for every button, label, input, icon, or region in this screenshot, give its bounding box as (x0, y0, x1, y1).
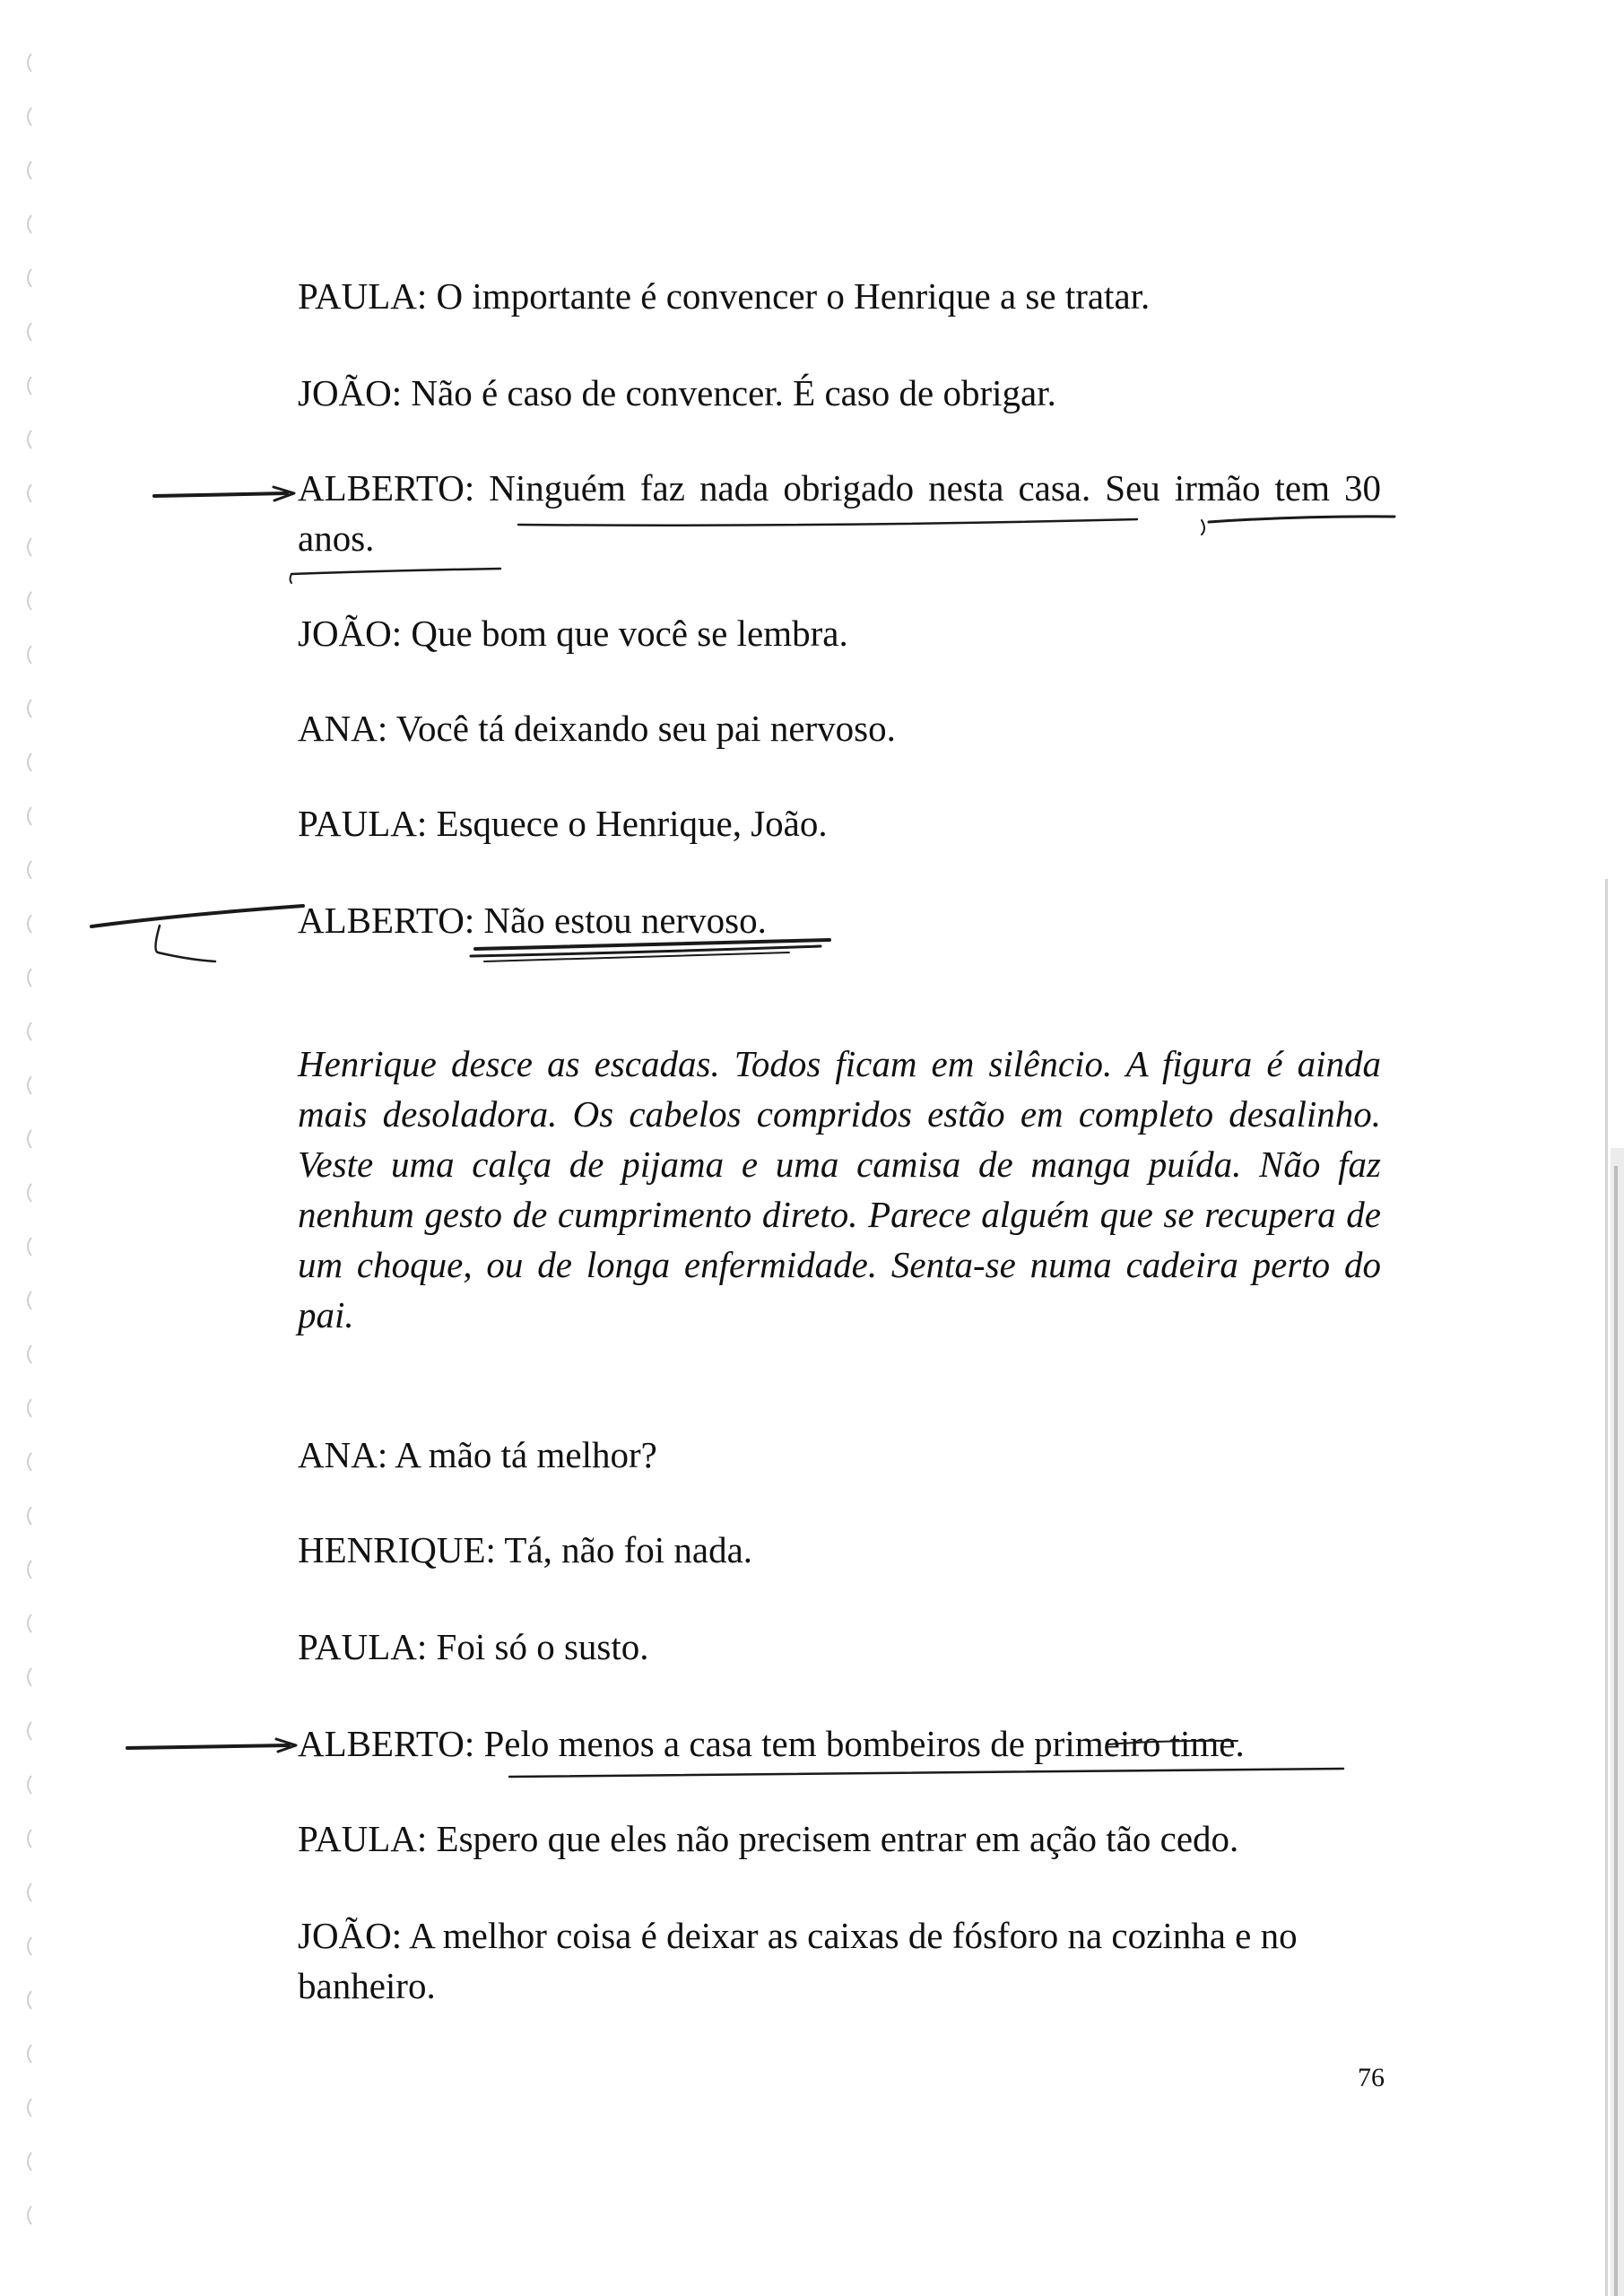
dialogue-line: ANA: A mão tá melhor? (298, 1434, 657, 1475)
underline-mark (509, 1769, 1343, 1777)
dialogue-line: HENRIQUE: Tá, não foi nada. (298, 1529, 753, 1570)
dialogue-line: PAULA: Esquece o Henrique, João. (298, 803, 828, 844)
dialogue-line: JOÃO: Que bom que você se lembra. (298, 613, 848, 654)
scan-edge-strip (1605, 879, 1624, 2296)
dialogue-line: JOÃO: Não é caso de convencer. É caso de obrigar. (298, 372, 1056, 413)
dialogue-line: PAULA: Espero que eles não precisem entrar em ação tão cedo. (298, 1818, 1239, 1859)
dialogue-line: ALBERTO: Pelo menos a casa tem bombeiros de primeiro time. (298, 1723, 1245, 1764)
arrow-mark (91, 906, 303, 926)
stage-direction: Henrique desce as escadas. Todos ficam em silêncio. A figura é ainda mais desoladora. Os cabelos compridos estão em completo desalinho. Veste uma calça de pijama e uma camisa de manga puída. Não faz nenhum gesto de cumprimento direto. Parece alguém que se recupera de um choque, ou de longa enfermidade. Senta-se numa cadeira perto do pai. (298, 1043, 1381, 1335)
dialogue-line: PAULA: Foi só o susto. (298, 1626, 649, 1667)
underline-mark (291, 569, 500, 574)
arrow-mark (154, 493, 287, 496)
page-number: 76 (1358, 2063, 1385, 2092)
dialogue-line: ALBERTO: Ninguém faz nada obrigado nesta casa. Seu irmão tem 30 anos. (298, 467, 1381, 559)
binder-hole-marks (18, 36, 72, 2278)
dialogue-line: ANA: Você tá deixando seu pai nervoso. (298, 708, 896, 749)
arrow-mark (127, 1745, 289, 1748)
dialogue-line: ALBERTO: Não estou nervoso. (298, 900, 767, 941)
dialogue-line: PAULA: O importante é convencer o Henrique a se tratar. (298, 275, 1151, 317)
dialogue-line: JOÃO: A melhor coisa é deixar as caixas de fósforo na cozinha e no banheiro. (298, 1915, 1298, 2006)
